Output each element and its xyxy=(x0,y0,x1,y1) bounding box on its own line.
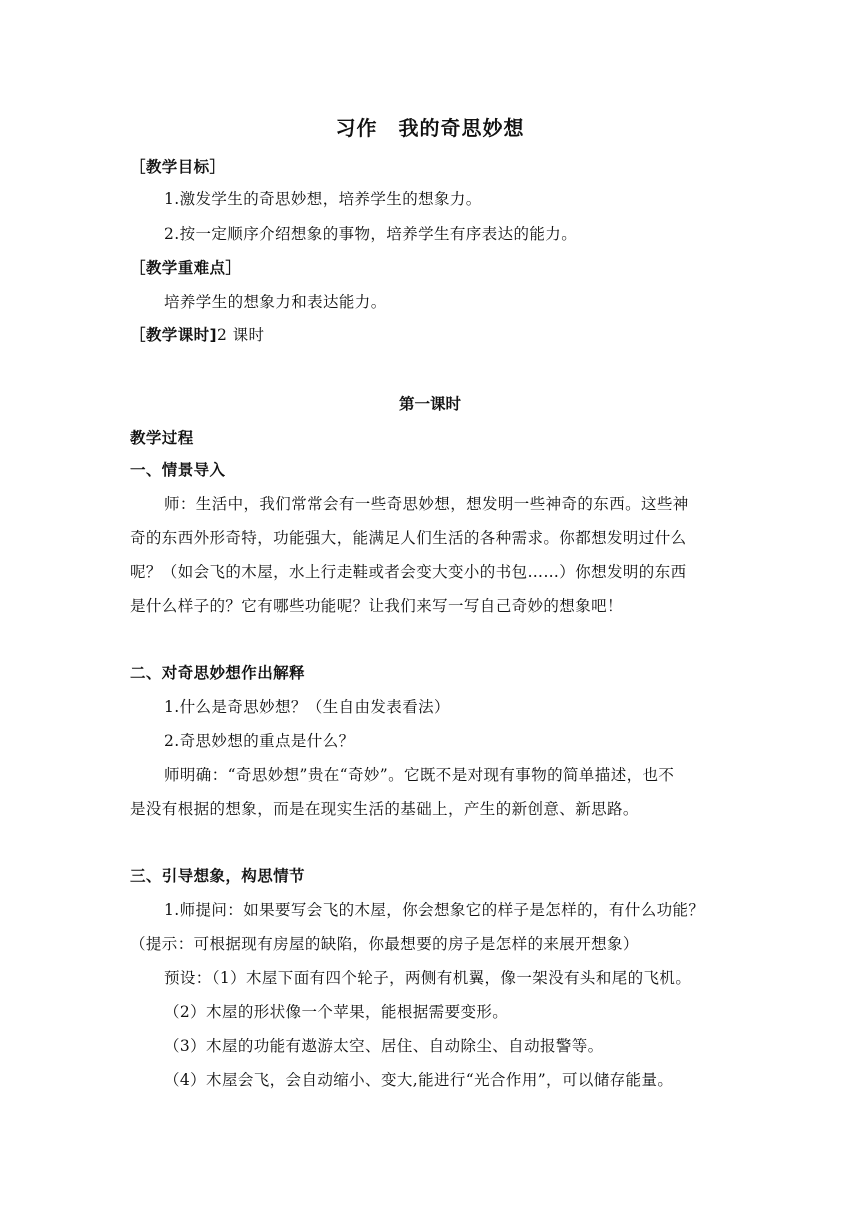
teaching-hours-value: 2 课时 xyxy=(216,326,265,344)
section3-preset-1: 预设：（1）木屋下面有四个轮子，两侧有机翼，像一架没有头和尾的飞机。 xyxy=(164,969,692,987)
section3-preset-2: （2）木屋的形状像一个苹果，能根据需要变形。 xyxy=(164,1003,509,1021)
section3-heading: 三、引导想象，构思情节 xyxy=(130,867,305,885)
process-heading: 教学过程 xyxy=(130,429,194,447)
section2-answer-line-1: 师明确：“奇思妙想”贵在“奇妙”。它既不是对现有事物的简单描述，也不 xyxy=(164,766,675,784)
lesson-title: 第一课时 xyxy=(398,395,461,413)
section3-preset-3: （3）木屋的功能有遨游太空、居住、自动除尘、自动报警等。 xyxy=(164,1037,604,1055)
section2-question-1: 1.什么是奇思妙想？（生自由发表看法） xyxy=(164,698,450,716)
section1-line-4: 是什么样子的？它有哪些功能呢？让我们来写一写自己奇妙的想象吧！ xyxy=(130,597,623,615)
key-points-text: 培养学生的想象力和表达能力。 xyxy=(164,293,387,311)
teaching-goals-heading: ［教学目标］ xyxy=(130,158,226,176)
section2-heading: 二、对奇思妙想作出解释 xyxy=(130,664,305,682)
section2-answer-line-2: 是没有根据的想象，而是在现实生活的基础上，产生的新创意、新思路。 xyxy=(130,800,639,818)
section1-line-3: 呢？（如会飞的木屋，水上行走鞋或者会变大变小的书包……）你想发明的东西 xyxy=(130,563,687,581)
teaching-hours xyxy=(130,324,264,346)
teaching-hours-heading: ［教学课时] xyxy=(130,326,217,344)
section3-hint: （提示：可根据现有房屋的缺陷，你最想要的房子是怎样的来展开想象） xyxy=(130,935,639,953)
document-title: 习作 我的奇思妙想 xyxy=(335,116,525,140)
section3-preset-4: （4）木屋会飞，会自动缩小、变大,能进行“光合作用”，可以储存能量。 xyxy=(164,1071,674,1089)
section3-question-1: 1.师提问：如果要写会飞的木屋，你会想象它的样子是怎样的，有什么功能？ xyxy=(164,901,705,919)
section2-question-2: 2.奇思妙想的重点是什么？ xyxy=(164,732,355,750)
key-points-heading: ［教学重难点］ xyxy=(130,259,242,277)
section1-line-1: 师：生活中，我们常常会有一些奇思妙想，想发明一些神奇的东西。这些神 xyxy=(164,495,689,513)
goal-item-1: 1.激发学生的奇思妙想，培养学生的想象力。 xyxy=(164,190,482,208)
section1-line-2: 奇的东西外形奇特，功能强大，能满足人们生活的各种需求。你都想发明过什么 xyxy=(130,529,687,547)
goal-item-2: 2.按一定顺序介绍想象的事物，培养学生有序表达的能力。 xyxy=(164,225,578,243)
section1-heading: 一、情景导入 xyxy=(130,461,226,479)
